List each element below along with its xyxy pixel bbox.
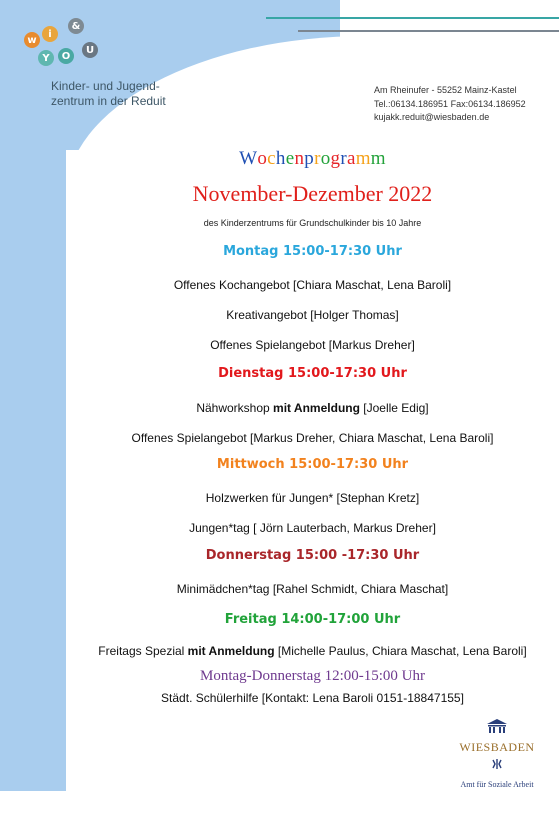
contact-address: Am Rheinufer - 55252 Mainz-Kastel [374, 85, 517, 95]
logo-caption [51, 79, 191, 109]
activity-tuesday-1-leader: [Joelle Edig] [359, 401, 429, 415]
title-wochenprogramm [66, 148, 559, 170]
title-period: November-Dezember 2022 [192, 181, 433, 206]
subtitle: des Kinderzentrums für Grundschulkinder bis 10 Jahre [203, 218, 422, 228]
title-letter: o [257, 148, 268, 169]
activity-wednesday-2: Jungen*tag [ Jörn Lauterbach, Markus Dreher] [189, 521, 436, 535]
title-letter: r [340, 148, 347, 169]
decorative-line-teal [266, 17, 559, 19]
logo-bubble-y: Y [38, 50, 54, 66]
wiesbaden-logo-department: Amt für Soziale Arbeit [460, 780, 534, 789]
logo-bubble-o: O [58, 48, 74, 64]
registration-required: mit Anmeldung [273, 401, 360, 415]
logo-bubble-u: U [82, 42, 98, 58]
title-letter: a [346, 148, 356, 169]
activity-friday-1-leaders: [Michelle Paulus, Chiara Maschat, Lena Baroli] [274, 644, 527, 658]
title-letter: n [294, 148, 305, 169]
day-monday-thursday: Montag-Donnerstag 12:00-15:00 Uhr [200, 668, 425, 684]
lily-icon [490, 758, 504, 770]
title-letter: m [355, 148, 371, 169]
activity-monday-3: Offenes Spielangebot [Markus Dreher] [210, 338, 415, 352]
title-letter: e [285, 148, 295, 169]
title-letter: r [314, 148, 321, 169]
logo-bubble-w: w [24, 32, 40, 48]
contact-phone: Tel.:06134.186951 Fax:06134.186952 [374, 98, 526, 109]
activity-thursday-1: Minimädchen*tag [Rahel Schmidt, Chiara Maschat] [176, 582, 449, 596]
day-thursday: Donnerstag 15:00 -17:30 Uhr [205, 548, 420, 563]
logo-caption-line2: zentrum in der Reduit [51, 94, 166, 108]
day-friday: Freitag 14:00-17:00 Uhr [224, 612, 401, 627]
day-tuesday: Dienstag 15:00-17:30 Uhr [218, 366, 407, 381]
activity-homework-help: Städt. Schülerhilfe [Kontakt: Lena Baroli 0151-18847155] [161, 691, 464, 705]
registration-required: mit Anmeldung [187, 644, 275, 658]
building-icon [485, 718, 509, 734]
activity-tuesday-1 [66, 401, 559, 415]
title-letter: o [320, 148, 331, 169]
activity-tuesday-1-text: Nähworkshop [196, 401, 274, 415]
activity-friday-1 [66, 644, 559, 658]
activity-monday-2: Kreativangebot [Holger Thomas] [226, 308, 399, 322]
activity-tuesday-2: Offenes Spielangebot [Markus Dreher, Chiara Maschat, Lena Baroli] [131, 431, 494, 445]
logo-bubble-i: i [42, 26, 58, 42]
contact-block [374, 84, 554, 125]
title-letter: p [304, 148, 315, 169]
logo-bubble-ampersand: & [68, 18, 84, 34]
day-monday: Montag 15:00-17:30 Uhr [223, 244, 402, 259]
title-letter: m [370, 148, 386, 169]
activity-monday-1: Offenes Kochangebot [Chiara Maschat, Lena Baroli] [173, 278, 452, 292]
title-letter: g [330, 148, 341, 169]
contact-email: kujakk.reduit@wiesbaden.de [374, 112, 490, 122]
decorative-line-grey [298, 30, 559, 32]
logo-caption-line1: Kinder- und Jugend- [51, 79, 160, 93]
wiesbaden-logo [452, 718, 542, 789]
activity-wednesday-1: Holzwerken für Jungen* [Stephan Kretz] [205, 491, 420, 505]
title-letter: h [275, 148, 286, 169]
activity-friday-1-text: Freitags Spezial [98, 644, 188, 658]
title-letter: c [267, 148, 276, 169]
day-wednesday: Mittwoch 15:00-17:30 Uhr [216, 457, 409, 472]
wi-and-you-logo [20, 18, 110, 74]
title-letter: W [239, 148, 258, 169]
wiesbaden-logo-name: WIESBADEN [459, 740, 535, 754]
